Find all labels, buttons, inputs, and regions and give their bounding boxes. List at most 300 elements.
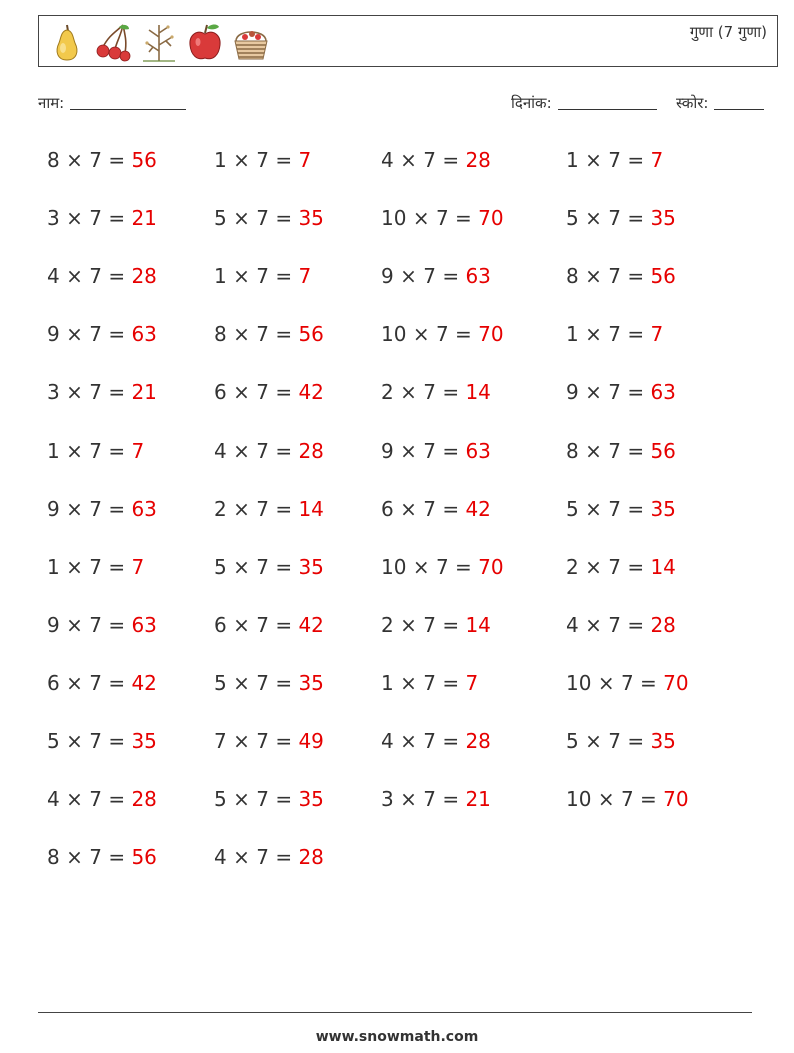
operand-a: 2 — [214, 497, 227, 521]
problem-item — [381, 555, 504, 579]
answer: 14 — [650, 555, 676, 579]
multiply-sign: × — [233, 729, 250, 753]
answer: 7 — [650, 322, 664, 346]
operand-a: 9 — [47, 322, 60, 346]
answer: 42 — [131, 671, 157, 695]
operand-b: 7 — [89, 497, 102, 521]
answer: 35 — [298, 787, 324, 811]
operand-a: 10 — [566, 671, 592, 695]
multiply-sign: × — [233, 787, 250, 811]
equals-sign: = — [108, 729, 126, 753]
multiply-sign: × — [233, 380, 250, 404]
problem-item — [566, 148, 663, 172]
operand-b: 7 — [423, 787, 436, 811]
operand-b: 7 — [608, 555, 621, 579]
operand-b: 7 — [608, 613, 621, 637]
problem-item — [214, 439, 324, 463]
operand-b: 7 — [256, 322, 269, 346]
operand-b: 7 — [608, 148, 621, 172]
multiply-sign: × — [233, 206, 250, 230]
operand-a: 5 — [566, 729, 579, 753]
answer: 63 — [131, 497, 157, 521]
problem-item — [47, 322, 157, 346]
problem-item — [566, 322, 663, 346]
equals-sign: = — [640, 671, 657, 695]
multiply-sign: × — [585, 264, 602, 288]
operand-b: 7 — [608, 439, 621, 463]
problem-item — [47, 671, 157, 695]
multiply-sign: × — [233, 264, 250, 288]
answer: 56 — [131, 845, 157, 869]
multiply-sign: × — [66, 787, 83, 811]
operand-b: 7 — [608, 206, 621, 230]
fruit-icon-strip — [47, 21, 271, 63]
answer: 21 — [465, 787, 491, 811]
problem-item — [566, 264, 676, 288]
operand-b: 7 — [256, 206, 269, 230]
operand-a: 5 — [566, 206, 579, 230]
problem-item — [47, 264, 157, 288]
name-field — [38, 93, 186, 113]
operand-a: 9 — [381, 439, 394, 463]
operand-b: 7 — [256, 497, 269, 521]
problem-item — [381, 671, 478, 695]
answer: 7 — [131, 555, 145, 579]
equals-sign: = — [108, 671, 126, 695]
operand-a: 2 — [566, 555, 579, 579]
problem-item — [566, 439, 676, 463]
operand-a: 3 — [47, 206, 60, 230]
answer: 21 — [131, 206, 157, 230]
equals-sign: = — [108, 206, 126, 230]
multiply-sign: × — [233, 148, 250, 172]
answer: 35 — [131, 729, 157, 753]
answer: 28 — [298, 439, 324, 463]
answer: 63 — [131, 613, 157, 637]
operand-b: 7 — [608, 322, 621, 346]
answer: 63 — [465, 439, 491, 463]
pear-icon — [47, 21, 87, 63]
score-blank-line[interactable] — [714, 95, 764, 110]
equals-sign: = — [627, 497, 645, 521]
answer: 56 — [298, 322, 324, 346]
problem-item — [566, 206, 676, 230]
equals-sign: = — [108, 787, 126, 811]
equals-sign: = — [275, 439, 293, 463]
equals-sign: = — [108, 845, 126, 869]
equals-sign: = — [442, 729, 460, 753]
operand-a: 10 — [381, 555, 407, 579]
operand-b: 7 — [89, 613, 102, 637]
problem-item — [47, 206, 157, 230]
equals-sign: = — [108, 322, 126, 346]
equals-sign: = — [627, 206, 645, 230]
equals-sign: = — [640, 787, 657, 811]
answer: 14 — [465, 613, 491, 637]
problem-item — [47, 497, 157, 521]
answer: 70 — [663, 671, 689, 695]
answer: 42 — [465, 497, 491, 521]
answer: 35 — [650, 729, 676, 753]
multiply-sign: × — [66, 497, 83, 521]
worksheet-header — [38, 15, 778, 67]
answer: 14 — [298, 497, 324, 521]
answer: 70 — [478, 206, 504, 230]
problem-item — [381, 787, 491, 811]
operand-b: 7 — [423, 380, 436, 404]
multiply-sign: × — [412, 555, 430, 579]
multiply-sign: × — [233, 555, 250, 579]
multiply-sign: × — [400, 380, 417, 404]
operand-b: 7 — [256, 555, 269, 579]
equals-sign: = — [275, 613, 293, 637]
problem-item — [214, 613, 324, 637]
operand-a: 5 — [214, 206, 227, 230]
operand-a: 1 — [566, 148, 579, 172]
bare-branch-icon — [139, 21, 179, 63]
problem-item — [47, 613, 157, 637]
equals-sign: = — [442, 613, 460, 637]
answer: 70 — [478, 322, 504, 346]
operand-b: 7 — [89, 322, 102, 346]
multiply-sign: × — [400, 439, 417, 463]
multiply-sign: × — [585, 613, 602, 637]
problem-item — [381, 264, 491, 288]
multiply-sign: × — [585, 322, 602, 346]
worksheet-title: गुणा (7 गुणा) — [689, 23, 767, 41]
operand-b: 7 — [89, 845, 102, 869]
equals-sign: = — [108, 555, 126, 579]
operand-b: 7 — [435, 206, 449, 230]
answer: 56 — [131, 148, 157, 172]
score-label: स्कोर: — [676, 94, 709, 112]
equals-sign: = — [275, 380, 293, 404]
multiply-sign: × — [400, 497, 417, 521]
operand-a: 8 — [566, 264, 579, 288]
equals-sign: = — [442, 439, 460, 463]
problem-item — [47, 729, 157, 753]
multiply-sign: × — [66, 729, 83, 753]
problem-item — [214, 555, 324, 579]
operand-a: 1 — [47, 439, 60, 463]
operand-a: 4 — [566, 613, 579, 637]
equals-sign: = — [442, 380, 460, 404]
problem-item — [214, 380, 324, 404]
answer: 35 — [298, 555, 324, 579]
operand-a: 8 — [47, 845, 60, 869]
answer: 63 — [465, 264, 491, 288]
problem-item — [566, 497, 676, 521]
equals-sign: = — [442, 671, 460, 695]
operand-b: 7 — [435, 322, 449, 346]
problem-item — [566, 380, 676, 404]
answer: 7 — [298, 148, 312, 172]
multiply-sign: × — [412, 322, 430, 346]
problem-item — [47, 439, 144, 463]
operand-a: 4 — [214, 439, 227, 463]
cherries-icon — [93, 21, 133, 63]
operand-b: 7 — [423, 497, 436, 521]
operand-b: 7 — [256, 729, 269, 753]
equals-sign: = — [108, 613, 126, 637]
problem-item — [566, 729, 676, 753]
multiply-sign: × — [585, 555, 602, 579]
problem-item — [381, 148, 491, 172]
answer: 56 — [650, 264, 676, 288]
multiply-sign: × — [585, 148, 602, 172]
equals-sign: = — [442, 148, 460, 172]
operand-a: 5 — [214, 671, 227, 695]
operand-a: 3 — [381, 787, 394, 811]
equals-sign: = — [275, 206, 293, 230]
operand-b: 7 — [620, 787, 634, 811]
answer: 70 — [663, 787, 689, 811]
problem-item — [47, 148, 157, 172]
problem-item — [566, 787, 689, 811]
name-label: नाम: — [38, 94, 65, 112]
problem-item — [381, 729, 491, 753]
operand-b: 7 — [423, 439, 436, 463]
equals-sign: = — [108, 148, 126, 172]
equals-sign: = — [627, 555, 645, 579]
problem-item — [381, 380, 491, 404]
problem-item — [214, 729, 324, 753]
operand-b: 7 — [89, 439, 102, 463]
answer: 28 — [131, 787, 157, 811]
problem-item — [214, 497, 324, 521]
multiply-sign: × — [66, 264, 83, 288]
operand-a: 8 — [566, 439, 579, 463]
name-blank-line[interactable] — [70, 95, 186, 110]
multiply-sign: × — [585, 206, 602, 230]
multiply-sign: × — [400, 148, 417, 172]
multiply-sign: × — [412, 206, 430, 230]
multiply-sign: × — [233, 497, 250, 521]
equals-sign: = — [275, 497, 293, 521]
equals-sign: = — [627, 380, 645, 404]
operand-a: 5 — [214, 787, 227, 811]
date-field — [511, 93, 657, 113]
operand-a: 8 — [47, 148, 60, 172]
operand-b: 7 — [89, 787, 102, 811]
operand-a: 8 — [214, 322, 227, 346]
answer: 7 — [650, 148, 664, 172]
problem-item — [566, 555, 676, 579]
problem-item — [214, 322, 324, 346]
operand-b: 7 — [423, 671, 436, 695]
operand-a: 9 — [566, 380, 579, 404]
answer: 28 — [298, 845, 324, 869]
operand-a: 5 — [214, 555, 227, 579]
multiply-sign: × — [400, 787, 417, 811]
problem-item — [214, 787, 324, 811]
multiply-sign: × — [400, 264, 417, 288]
answer: 7 — [298, 264, 312, 288]
operand-a: 9 — [47, 613, 60, 637]
answer: 28 — [650, 613, 676, 637]
operand-b: 7 — [256, 380, 269, 404]
equals-sign: = — [455, 206, 472, 230]
operand-a: 1 — [381, 671, 394, 695]
answer: 56 — [650, 439, 676, 463]
operand-a: 10 — [566, 787, 592, 811]
multiply-sign: × — [66, 206, 83, 230]
equals-sign: = — [627, 148, 645, 172]
equals-sign: = — [108, 439, 126, 463]
problem-item — [214, 264, 311, 288]
operand-a: 6 — [381, 497, 394, 521]
operand-b: 7 — [608, 497, 621, 521]
answer: 35 — [298, 206, 324, 230]
problem-item — [214, 148, 311, 172]
multiply-sign: × — [233, 845, 250, 869]
operand-b: 7 — [89, 380, 102, 404]
multiply-sign: × — [66, 555, 83, 579]
multiply-sign: × — [400, 613, 417, 637]
problem-item — [47, 555, 144, 579]
equals-sign: = — [455, 322, 472, 346]
operand-a: 10 — [381, 322, 407, 346]
equals-sign: = — [275, 845, 293, 869]
problem-item — [566, 613, 676, 637]
operand-b: 7 — [435, 555, 449, 579]
operand-b: 7 — [89, 671, 102, 695]
operand-b: 7 — [256, 148, 269, 172]
multiply-sign: × — [585, 729, 602, 753]
operand-b: 7 — [608, 380, 621, 404]
equals-sign: = — [275, 148, 293, 172]
operand-b: 7 — [256, 439, 269, 463]
answer: 42 — [298, 613, 324, 637]
date-blank-line[interactable] — [558, 95, 657, 110]
operand-b: 7 — [256, 613, 269, 637]
operand-a: 4 — [381, 729, 394, 753]
equals-sign: = — [627, 729, 645, 753]
answer: 14 — [465, 380, 491, 404]
multiply-sign: × — [66, 322, 83, 346]
operand-a: 4 — [47, 787, 60, 811]
operand-b: 7 — [423, 613, 436, 637]
operand-a: 1 — [214, 264, 227, 288]
multiply-sign: × — [233, 671, 250, 695]
answer: 7 — [131, 439, 145, 463]
multiply-sign: × — [233, 439, 250, 463]
problem-item — [381, 206, 504, 230]
multiply-sign: × — [66, 613, 83, 637]
fruit-basket-icon — [231, 21, 271, 63]
multiply-sign: × — [233, 322, 250, 346]
problem-item — [566, 671, 689, 695]
operand-b: 7 — [608, 729, 621, 753]
operand-b: 7 — [423, 148, 436, 172]
operand-b: 7 — [608, 264, 621, 288]
multiply-sign: × — [66, 439, 83, 463]
operand-a: 1 — [214, 148, 227, 172]
operand-a: 10 — [381, 206, 407, 230]
footer-divider — [38, 1012, 752, 1013]
apple-icon — [185, 21, 225, 63]
multiply-sign: × — [66, 845, 83, 869]
equals-sign: = — [108, 380, 126, 404]
problem-item — [214, 206, 324, 230]
operand-a: 4 — [214, 845, 227, 869]
multiply-sign: × — [597, 671, 615, 695]
equals-sign: = — [627, 322, 645, 346]
operand-a: 3 — [47, 380, 60, 404]
multiply-sign: × — [585, 380, 602, 404]
operand-b: 7 — [620, 671, 634, 695]
operand-b: 7 — [256, 671, 269, 695]
footer-website: www.snowmath.com — [315, 1029, 479, 1045]
answer: 49 — [298, 729, 324, 753]
equals-sign: = — [442, 497, 460, 521]
answer: 35 — [650, 206, 676, 230]
answer: 7 — [465, 671, 479, 695]
problem-item — [47, 380, 157, 404]
operand-a: 4 — [381, 148, 394, 172]
equals-sign: = — [442, 787, 460, 811]
problem-item — [47, 787, 157, 811]
equals-sign: = — [275, 264, 293, 288]
operand-b: 7 — [256, 787, 269, 811]
equals-sign: = — [275, 787, 293, 811]
multiply-sign: × — [66, 671, 83, 695]
operand-a: 2 — [381, 380, 394, 404]
problem-item — [381, 497, 491, 521]
operand-a: 6 — [214, 380, 227, 404]
multiply-sign: × — [66, 148, 83, 172]
operand-b: 7 — [423, 729, 436, 753]
answer: 42 — [298, 380, 324, 404]
multiply-sign: × — [585, 439, 602, 463]
operand-a: 1 — [47, 555, 60, 579]
operand-a: 5 — [47, 729, 60, 753]
operand-a: 9 — [47, 497, 60, 521]
operand-a: 6 — [214, 613, 227, 637]
operand-a: 7 — [214, 729, 227, 753]
operand-b: 7 — [89, 264, 102, 288]
answer: 21 — [131, 380, 157, 404]
answer: 70 — [478, 555, 504, 579]
multiply-sign: × — [585, 497, 602, 521]
multiply-sign: × — [400, 729, 417, 753]
equals-sign: = — [455, 555, 472, 579]
equals-sign: = — [442, 264, 460, 288]
answer: 35 — [298, 671, 324, 695]
operand-b: 7 — [256, 845, 269, 869]
equals-sign: = — [627, 613, 645, 637]
multiply-sign: × — [66, 380, 83, 404]
answer: 28 — [465, 729, 491, 753]
operand-b: 7 — [89, 206, 102, 230]
answer: 63 — [650, 380, 676, 404]
operand-b: 7 — [423, 264, 436, 288]
operand-a: 9 — [381, 264, 394, 288]
equals-sign: = — [627, 264, 645, 288]
equals-sign: = — [275, 671, 293, 695]
problem-item — [381, 439, 491, 463]
equals-sign: = — [108, 497, 126, 521]
equals-sign: = — [275, 729, 293, 753]
operand-a: 1 — [566, 322, 579, 346]
equals-sign: = — [627, 439, 645, 463]
problem-item — [47, 845, 157, 869]
multiply-sign: × — [400, 671, 417, 695]
problem-item — [381, 322, 504, 346]
problem-item — [381, 613, 491, 637]
multiply-sign: × — [233, 613, 250, 637]
operand-b: 7 — [89, 148, 102, 172]
